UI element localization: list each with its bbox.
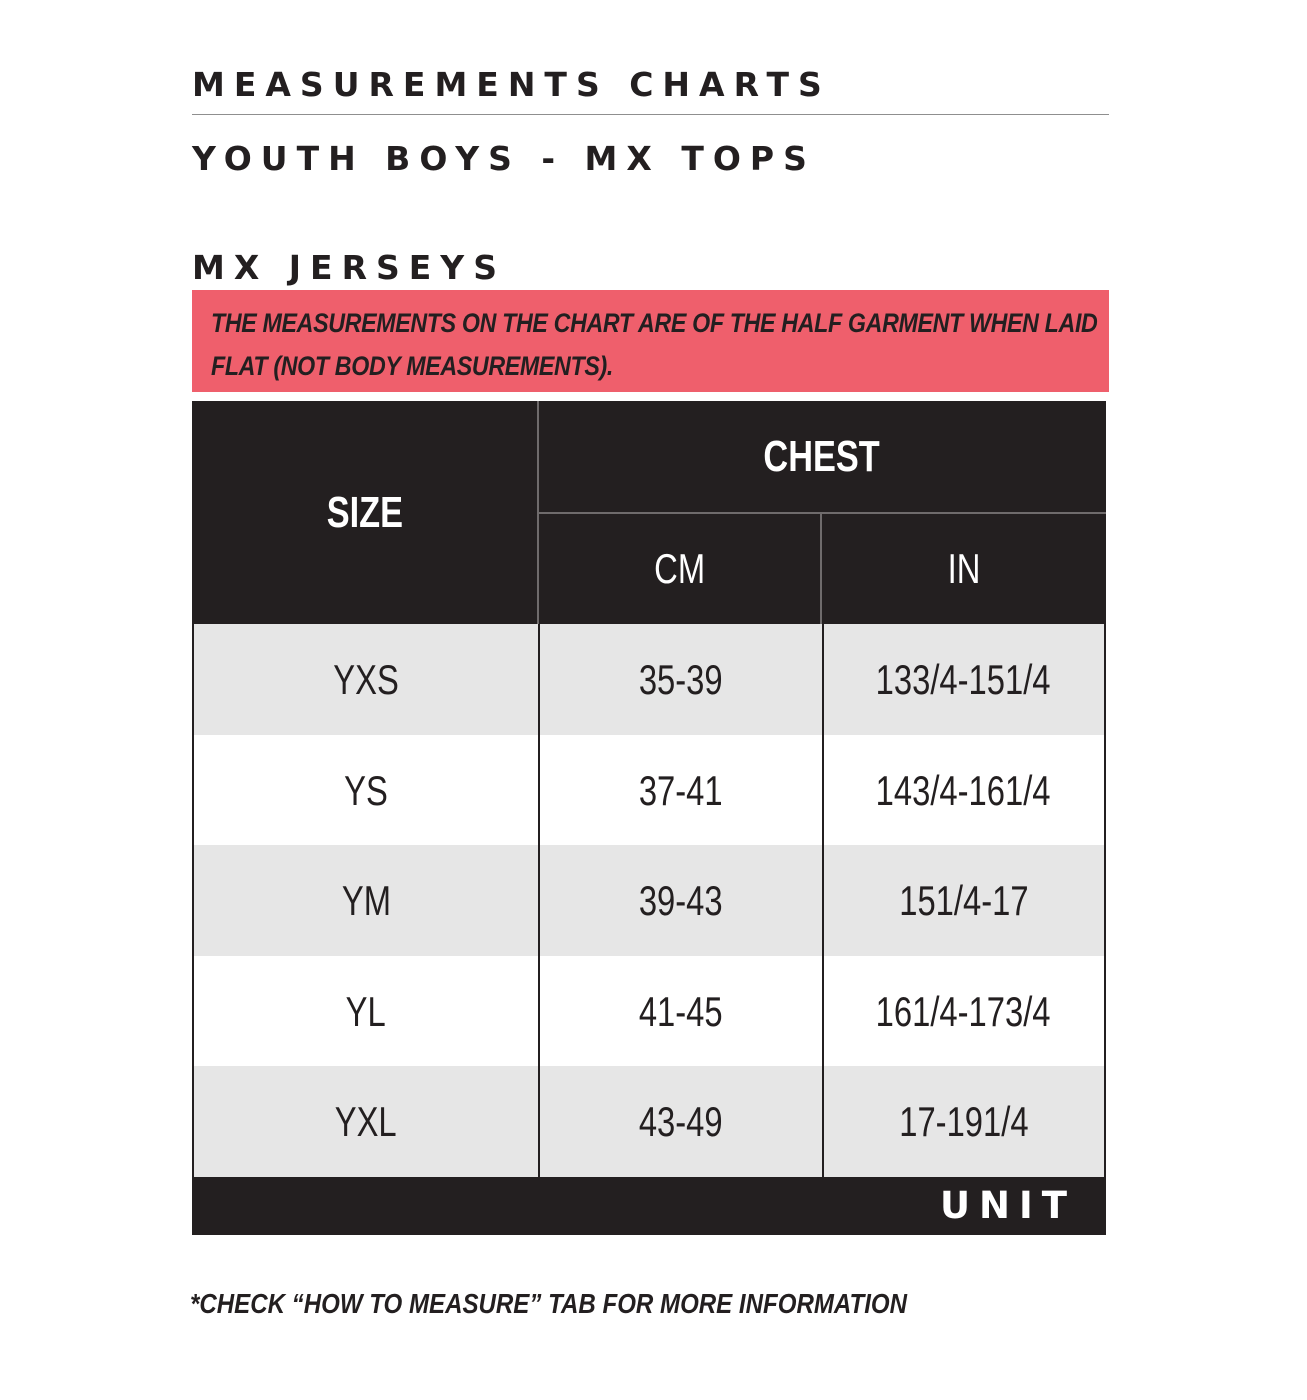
chest-cm-value: 43-49 <box>638 1097 723 1145</box>
chest-cm-value: 39-43 <box>638 876 723 924</box>
table-row <box>194 845 1104 956</box>
chest-in-cell <box>823 845 1104 956</box>
size-cell <box>194 956 538 1067</box>
chest-cm-value: 35-39 <box>638 655 723 703</box>
size-value: YXS <box>333 655 399 703</box>
size-chart-table <box>192 401 1106 1235</box>
size-cell <box>194 624 538 735</box>
column-header-cm-label: CM <box>654 545 705 592</box>
table-footer <box>192 1177 1106 1235</box>
chest-in-value: 161/4-173/4 <box>876 987 1051 1035</box>
measurement-notice-text: THE MEASUREMENTS ON THE CHART ARE OF THE HALF GARMENT WHEN LAID FLAT (NOT BODY MEASUREMENTS). <box>211 308 1098 381</box>
chest-in-value: 151/4-17 <box>898 876 1029 924</box>
table-row <box>194 956 1104 1067</box>
chest-in-cell <box>823 1066 1104 1177</box>
chest-in-value: 133/4-151/4 <box>876 655 1051 703</box>
table-row <box>194 624 1104 735</box>
chest-cm-cell <box>539 735 822 846</box>
table-row <box>194 735 1104 846</box>
size-value: YS <box>344 766 388 814</box>
column-divider <box>538 624 540 1177</box>
chest-cm-cell <box>539 845 822 956</box>
column-header-in <box>822 514 1106 624</box>
size-cell <box>194 1066 538 1177</box>
column-header-chest <box>538 401 1106 512</box>
section-title: MX JERSEYS <box>192 248 506 287</box>
chart-subtitle: YOUTH BOYS - MX TOPS <box>192 139 816 178</box>
chest-cm-value: 37-41 <box>638 766 723 814</box>
column-header-cm <box>538 514 821 624</box>
column-header-chest-label: CHEST <box>763 431 881 481</box>
table-row <box>194 1066 1104 1177</box>
size-cell <box>194 735 538 846</box>
column-divider <box>822 624 824 1177</box>
chest-cm-cell <box>539 1066 822 1177</box>
size-value: YL <box>345 987 387 1035</box>
table-body <box>192 624 1106 1177</box>
footnote: *CHECK “HOW TO MEASURE” TAB FOR MORE INFORMATION <box>190 1288 908 1319</box>
chest-in-value: 143/4-161/4 <box>876 766 1051 814</box>
chest-cm-cell <box>539 624 822 735</box>
chest-cm-value: 41-45 <box>638 987 723 1035</box>
size-value: YXL <box>335 1097 397 1145</box>
unit-logo: UNIT <box>939 1184 1076 1227</box>
chest-in-cell <box>823 956 1104 1067</box>
column-header-in-label: IN <box>947 545 981 592</box>
column-header-size <box>192 401 537 624</box>
title-divider <box>192 114 1109 115</box>
page-title: MEASUREMENTS CHARTS <box>192 65 831 104</box>
chest-in-cell <box>823 624 1104 735</box>
size-cell <box>194 845 538 956</box>
size-value: YM <box>341 876 391 924</box>
chest-in-value: 17-191/4 <box>898 1097 1029 1145</box>
measurement-notice <box>192 290 1109 392</box>
chest-in-cell <box>823 735 1104 846</box>
column-header-size-label: SIZE <box>326 487 403 537</box>
chest-cm-cell <box>539 956 822 1067</box>
